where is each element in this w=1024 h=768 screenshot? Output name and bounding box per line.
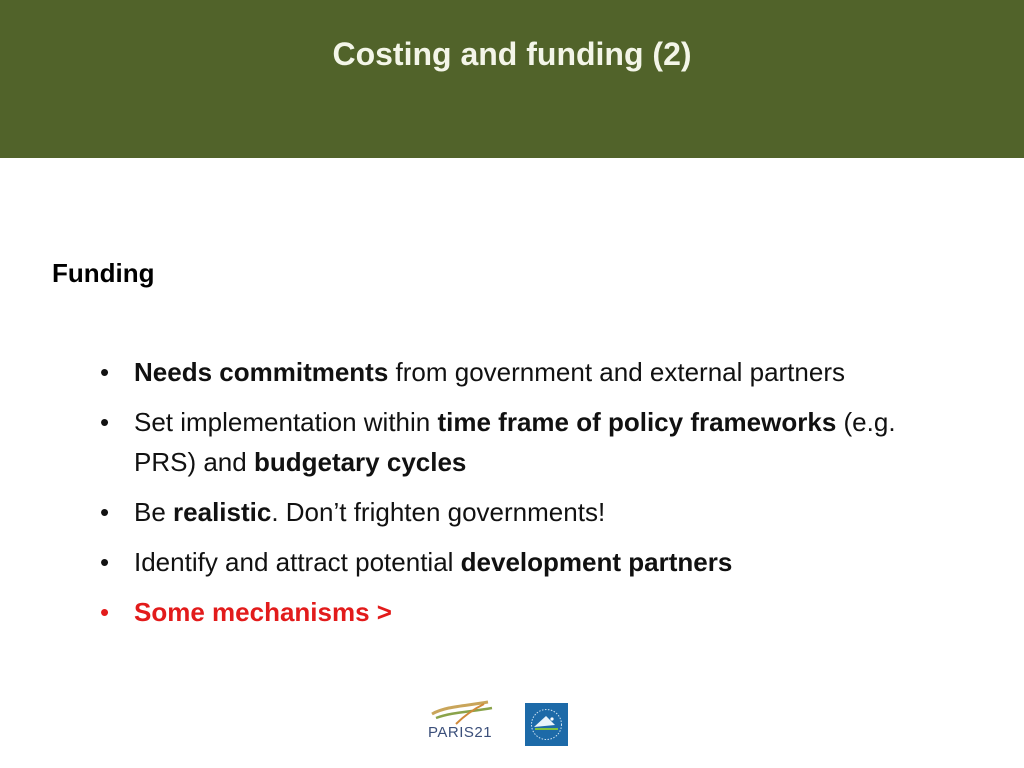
spc-emblem-icon [525,703,568,746]
bullet-dot-icon: • [100,407,110,437]
bullet-text: (e.g. PRS) and [134,407,896,477]
bullet-text: Be [134,497,174,527]
bullet-emphasis: Needs commitments [134,357,389,387]
bullet-text: Identify and attract potential [134,547,461,577]
bullet-text: from government and external partners [388,357,845,387]
bullet-emphasis: budgetary cycles [253,447,467,477]
bullet-item [100,352,900,392]
bullet-text: . Don’t frighten governments! [271,497,606,527]
bullet-item [100,492,900,532]
paris21-leaf-icon [426,700,498,726]
bullet-emphasis: realistic [173,497,272,527]
bullet-item [100,592,900,632]
bullet-item [100,542,900,582]
paris21-logo [426,700,498,746]
bullet-emphasis: Some mechanisms > [134,597,392,627]
slide-title: Costing and funding (2) [332,36,692,72]
bullet-text: Set implementation within [134,407,438,437]
section-heading: Funding [52,258,155,288]
bullet-emphasis: time frame of policy frameworks [437,407,837,437]
bullet-dot-icon: • [100,597,110,627]
title-bar [0,0,1024,158]
bullet-list [100,352,900,642]
bullet-item [100,402,900,482]
bullet-dot-icon: • [100,547,110,577]
paris21-logo-text: PARIS21 [428,724,493,741]
bullet-dot-icon: • [100,357,110,387]
bullet-emphasis: development partners [460,547,733,577]
bullet-dot-icon: • [100,497,110,527]
